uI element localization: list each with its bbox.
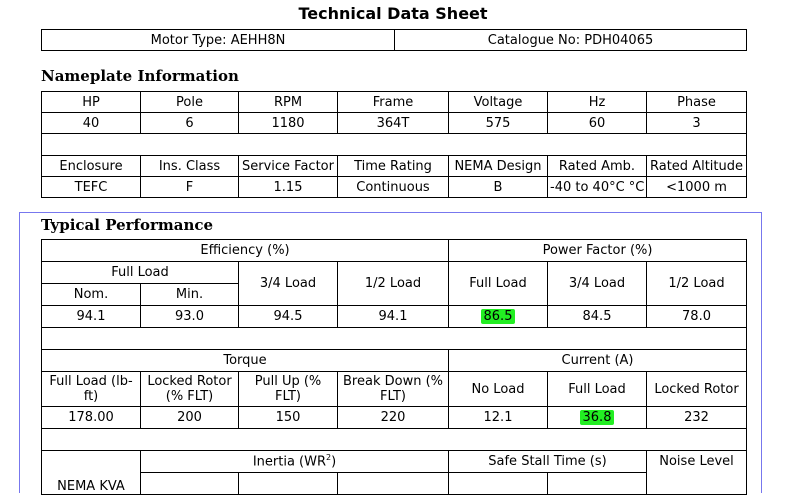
- safe-stall-header: Safe Stall Time (s): [449, 451, 647, 473]
- current-no-load-header: No Load: [449, 372, 548, 407]
- np-value-rated-amb: -40 to 40°C °C: [548, 177, 647, 198]
- current-no-load-value: 12.1: [449, 407, 548, 429]
- safe-stall-subcell: [548, 473, 647, 495]
- np-header-rpm: RPM: [239, 92, 338, 113]
- inertia-header: [141, 451, 449, 473]
- eff-min-header: Min.: [141, 284, 239, 306]
- eff-nom-value: 94.1: [42, 306, 141, 328]
- eff-full-load-header: Full Load: [42, 262, 239, 284]
- performance-title: Typical Performance: [41, 216, 214, 234]
- torque-full-load-value: 178.00: [42, 407, 141, 429]
- np-value-voltage: 575: [449, 113, 548, 134]
- inertia-label: Inertia (WR: [252, 454, 326, 470]
- np-value-time-rating: Continuous: [338, 177, 449, 198]
- torque-pull-up-header: Pull Up (% FLT): [239, 372, 338, 407]
- spacer-row: [42, 328, 747, 350]
- torque-header: Torque: [42, 350, 449, 372]
- nameplate-title: Nameplate Information: [41, 67, 239, 85]
- np-value-rpm: 1180: [239, 113, 338, 134]
- np-value-ins-class: F: [141, 177, 239, 198]
- np-value-hz: 60: [548, 113, 647, 134]
- np-header-pole: Pole: [141, 92, 239, 113]
- efficiency-header: Efficiency (%): [42, 240, 449, 262]
- inertia-subcell: [141, 473, 239, 495]
- inertia-subcell: [239, 473, 338, 495]
- current-header: Current (A): [449, 350, 747, 372]
- np-value-rated-altitude: <1000 m: [647, 177, 747, 198]
- np-value-service-factor: 1.15: [239, 177, 338, 198]
- torque-break-down-value: 220: [338, 407, 449, 429]
- performance-table: [41, 239, 747, 495]
- eff-nom-header: Nom.: [42, 284, 141, 306]
- current-full-load-header: Full Load: [548, 372, 647, 407]
- pf-full-load-header: Full Load: [449, 262, 548, 306]
- eff-half-header: 1/2 Load: [338, 262, 449, 306]
- pf-half-value: 78.0: [647, 306, 747, 328]
- noise-level-header: Noise Level: [647, 451, 747, 495]
- inertia-close: ): [331, 454, 337, 470]
- page-title: Technical Data Sheet: [298, 4, 488, 23]
- np-value-pole: 6: [141, 113, 239, 134]
- torque-pull-up-value: 150: [239, 407, 338, 429]
- np-header-rated-amb: Rated Amb.: [548, 156, 647, 177]
- np-header-service-factor: Service Factor: [239, 156, 338, 177]
- catalogue-number: Catalogue No: PDH04065: [395, 30, 747, 51]
- nema-kva-header: NEMA KVA: [42, 451, 141, 495]
- pf-full-load-cell: [449, 306, 548, 328]
- current-locked-rotor-value: 232: [647, 407, 747, 429]
- torque-locked-rotor-value: 200: [141, 407, 239, 429]
- np-header-phase: Phase: [647, 92, 747, 113]
- np-value-frame: 364T: [338, 113, 449, 134]
- np-header-ins-class: Ins. Class: [141, 156, 239, 177]
- np-value-nema-design: B: [449, 177, 548, 198]
- eff-three-quarter-value: 94.5: [239, 306, 338, 328]
- nameplate-table: [41, 91, 747, 198]
- np-header-hz: Hz: [548, 92, 647, 113]
- eff-min-value: 93.0: [141, 306, 239, 328]
- current-full-load-cell: [548, 407, 647, 429]
- np-value-hp: 40: [42, 113, 141, 134]
- inertia-subcell: [338, 473, 449, 495]
- np-header-frame: Frame: [338, 92, 449, 113]
- np-header-time-rating: Time Rating: [338, 156, 449, 177]
- current-full-load-value: 36.8: [580, 410, 615, 425]
- eff-half-value: 94.1: [338, 306, 449, 328]
- torque-break-down-header: Break Down (% FLT): [338, 372, 449, 407]
- safe-stall-subcell: [449, 473, 548, 495]
- np-header-rated-altitude: Rated Altitude: [647, 156, 747, 177]
- np-value-enclosure: TEFC: [42, 177, 141, 198]
- np-header-enclosure: Enclosure: [42, 156, 141, 177]
- header-table: [41, 29, 747, 51]
- pf-three-quarter-header: 3/4 Load: [548, 262, 647, 306]
- pf-half-header: 1/2 Load: [647, 262, 747, 306]
- np-header-voltage: Voltage: [449, 92, 548, 113]
- spacer-row: [42, 429, 747, 451]
- torque-full-load-header: Full Load (lb-ft): [42, 372, 141, 407]
- eff-three-quarter-header: 3/4 Load: [239, 262, 338, 306]
- spacer-row: [42, 134, 747, 156]
- inertia-superscript: 2: [326, 453, 332, 463]
- torque-locked-rotor-header: Locked Rotor (% FLT): [141, 372, 239, 407]
- np-header-hp: HP: [42, 92, 141, 113]
- pf-three-quarter-value: 84.5: [548, 306, 647, 328]
- np-value-phase: 3: [647, 113, 747, 134]
- power-factor-header: Power Factor (%): [449, 240, 747, 262]
- motor-type: Motor Type: AEHH8N: [42, 30, 395, 51]
- pf-full-load-value: 86.5: [481, 309, 516, 324]
- np-header-nema-design: NEMA Design: [449, 156, 548, 177]
- current-locked-rotor-header: Locked Rotor: [647, 372, 747, 407]
